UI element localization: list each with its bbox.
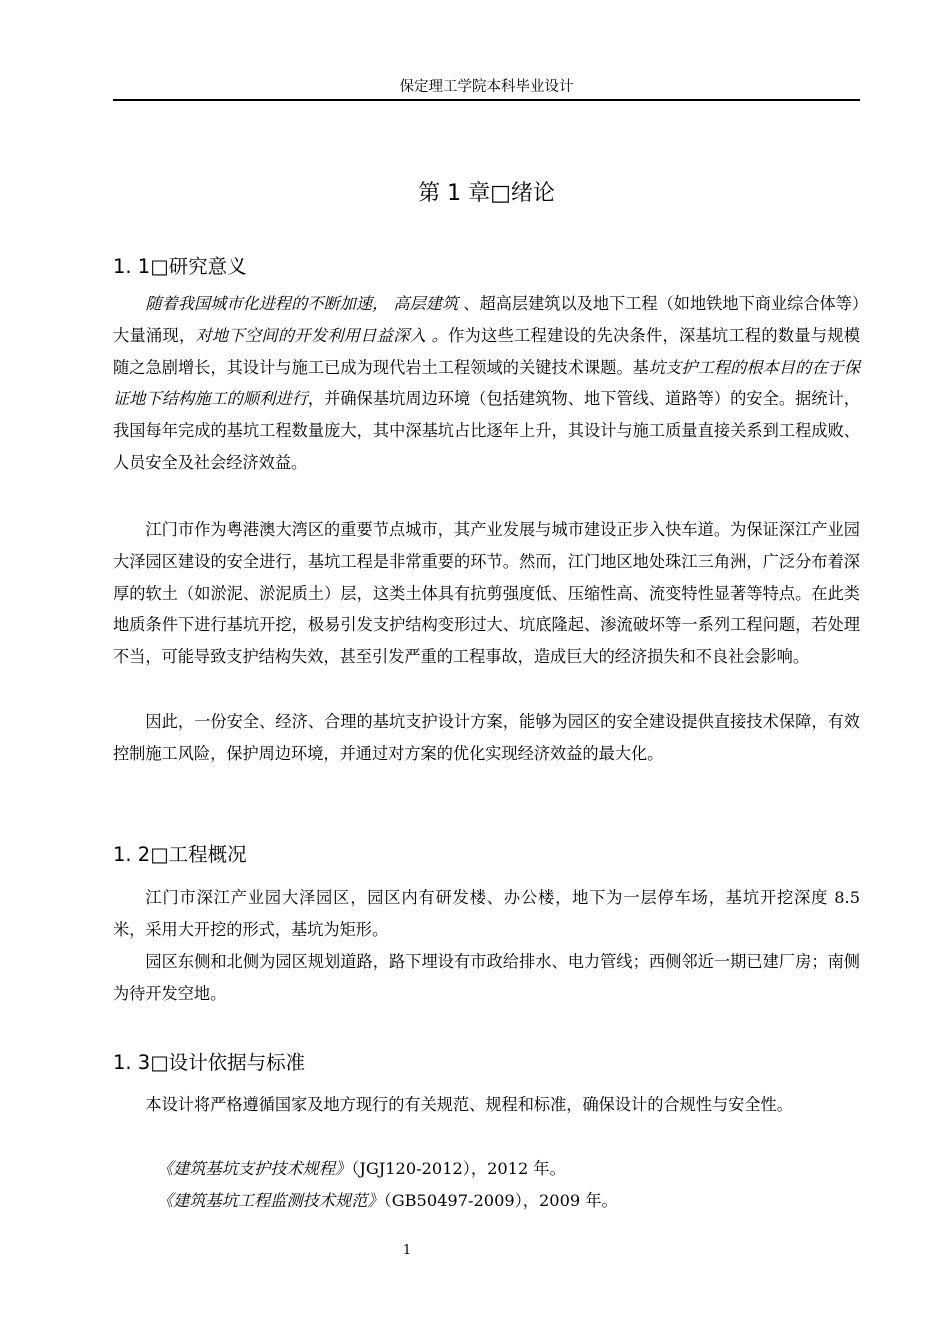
reference-detail: （GB50497-2009），2009 年。 [383, 1191, 618, 1210]
running-header: 保定理工学院本科毕业设计 [399, 79, 574, 95]
section-heading-1-2: 1. 2□工程概况 [113, 843, 247, 866]
paragraph-run: 对地下空间的开发利用日益深入 。 [195, 325, 449, 345]
paragraph-run: 、超高层建筑以及地下工程（如地铁地下商业综合体等）大量涌现， [113, 294, 860, 345]
paragraph-run: 随着我国城市化进程的不断加速， 高层建筑 [145, 294, 459, 313]
paragraph-run: ，并确保基坑周边环境（包括建筑物、地下管线、道路等）的安全。据统计，我国每年完成的基坑工程数量庞大，其中深基坑占比逐年上升，其设计与施工质量直接关系到工程成败、人员安全及社会经济效益。 [113, 389, 861, 472]
chapter-title: 第 1 章□绪论 [418, 181, 555, 206]
paragraph-run: 作为这些工程建设的先决条件，深基坑工程的数量与规模随之急剧增长，其设计与施工已成为现代岩土工程领域的关键技术课题。基 [113, 325, 861, 377]
reference-item [157, 1153, 860, 1185]
page-number: 1 [402, 1243, 412, 1258]
reference-title: 《建筑基坑工程监测技术规范》 [157, 1191, 384, 1210]
paragraph-run: 坑支护工程的根本目的在于保证地下结构施工的顺利进行 [113, 357, 861, 409]
reference-item [157, 1185, 860, 1217]
section-heading-1-1: 1. 1□研究意义 [113, 255, 247, 278]
paragraph-research-significance-3: 因此，一份安全、经济、合理的基坑支护设计方案，能够为园区的安全建设提供直接技术保障，有效控制施工风险，保护周边环境，并通过对方案的优化实现经济效益的最大化。 [113, 712, 860, 763]
paragraph-design-basis: 本设计将严格遵循国家及地方现行的有关规范、规程和标准，确保设计的合规性与安全性。 [145, 1095, 793, 1114]
reference-detail: （JGJ120-2012），2012 年。 [351, 1159, 566, 1178]
paragraph-project-overview-1: 江门市深江产业园大泽园区，园区内有研发楼、办公楼，地下为一层停车场，基坑开挖深度 8.5 米，采用大开挖的形式，基坑为矩形。 [113, 888, 860, 939]
paragraph-research-significance-1 [113, 288, 860, 479]
paragraph-research-significance-2: 江门市作为粤港澳大湾区的重要节点城市，其产业发展与城市建设正步入快车道。为保证深江产业园大泽园区建设的安全进行，基坑工程是非常重要的环节。然而，江门地区地处珠江三角洲，广泛分布着深厚的软土（如淤泥、淤泥质土）层，这类土体具有抗剪强度低、压缩性高、流变特性显著等特点。在此类地质条件下进行基坑开挖，极易引发支护结构变形过大、坑底隆起、渗流破坏等一系列工程问题，若处理不当，可能导致支护结构失效，甚至引发严重的工程事故，造成巨大的经济损失和不良社会影响。 [113, 520, 860, 667]
section-heading-1-3: 1. 3□设计依据与标准 [113, 1051, 306, 1074]
reference-title: 《建筑基坑支护技术规程》 [157, 1159, 352, 1178]
paragraph-project-overview-2: 园区东侧和北侧为园区规划道路，路下埋设有市政给排水、电力管线；西侧邻近一期已建厂房；南侧为待开发空地。 [113, 952, 860, 1003]
header-rule [113, 99, 860, 101]
